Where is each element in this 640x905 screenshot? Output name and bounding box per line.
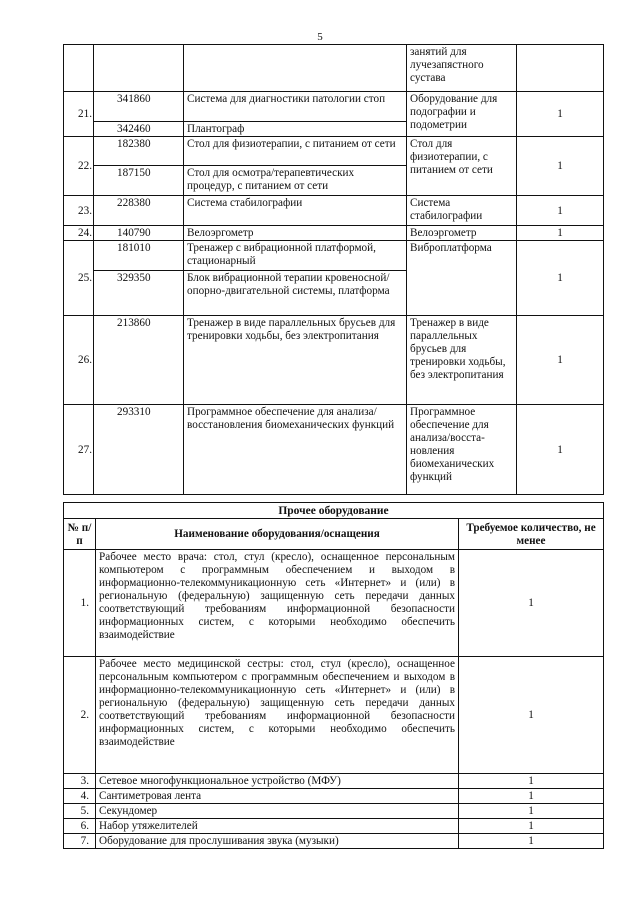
row-number: 21. — [64, 92, 94, 137]
code-cell: 213860 — [94, 316, 184, 405]
code-cell — [94, 45, 184, 92]
table-row — [64, 804, 604, 819]
name-cell — [184, 45, 407, 92]
name-cell: Велоэргометр — [184, 226, 407, 241]
quantity-cell: 1 — [517, 405, 604, 495]
table-row — [64, 774, 604, 789]
table-row — [64, 789, 604, 804]
row-number: 7. — [64, 834, 96, 849]
code-cell: 329350 — [94, 271, 184, 316]
table-row — [64, 834, 604, 849]
quantity-cell: 1 — [517, 241, 604, 316]
equipment-table — [63, 44, 604, 495]
type-cell: Виброплатформа — [407, 241, 517, 316]
code-cell: 293310 — [94, 405, 184, 495]
quantity-cell: 1 — [459, 804, 604, 819]
row-number: 6. — [64, 819, 96, 834]
row-number: 26. — [64, 316, 94, 405]
table-row — [64, 226, 604, 241]
type-cell: Оборудование для подографии и подометрии — [407, 92, 517, 137]
header-number: № п/п — [64, 519, 96, 550]
code-cell: 182380 — [94, 137, 184, 166]
name-cell: Тренажер с вибрационной платформой, стационарный — [184, 241, 407, 271]
quantity-cell: 1 — [517, 92, 604, 137]
quantity-cell: 1 — [459, 550, 604, 657]
quantity-cell — [517, 45, 604, 92]
quantity-cell: 1 — [517, 196, 604, 226]
code-cell: 181010 — [94, 241, 184, 271]
name-cell: Блок вибрационной терапии кровеносной/опорно-двигательной системы, платформа — [184, 271, 407, 316]
name-cell: Программное обеспечение для анализа/восстановления биомеханических функций — [184, 405, 407, 495]
table-row — [64, 241, 604, 271]
table-row — [64, 137, 604, 166]
type-cell: Стол для физиотерапии, с питанием от сети — [407, 137, 517, 196]
table-row — [64, 45, 604, 92]
header-name: Наименование оборудования/оснащения — [96, 519, 459, 550]
table-row — [64, 657, 604, 774]
type-cell: Велоэргометр — [407, 226, 517, 241]
table-row — [64, 405, 604, 495]
name-cell: Тренажер в виде параллельных брусьев для тренировки ходьбы, без электропитания — [184, 316, 407, 405]
quantity-cell: 1 — [459, 657, 604, 774]
code-cell: 187150 — [94, 166, 184, 196]
quantity-cell: 1 — [459, 819, 604, 834]
table-row — [64, 196, 604, 226]
quantity-cell: 1 — [517, 316, 604, 405]
section-header-row — [64, 503, 604, 519]
name-cell: Рабочее место врача: стол, стул (кресло), оснащенное персональным компьютером с программным обеспечением и выходом в информационно-телекоммуникационную сеть «Интернет» и (или) в региональную (федеральную) защищенную сеть передачи данных соответствующий требованиям информационной безопасности информационных систем, с которыми необходимо обеспечить взаимодействие — [96, 550, 459, 657]
section-title: Прочее оборудование — [64, 503, 604, 519]
name-cell: Сетевое многофункциональное устройство (МФУ) — [96, 774, 459, 789]
table-row — [64, 316, 604, 405]
type-cell: занятий для лучезапястного сустава — [407, 45, 517, 92]
name-cell: Плантограф — [184, 122, 407, 137]
row-number: 3. — [64, 774, 96, 789]
row-number: 25. — [64, 241, 94, 316]
row-number: 5. — [64, 804, 96, 819]
type-cell: Программное обеспечение для анализа/восста-новления биомеханических функций — [407, 405, 517, 495]
row-number: 22. — [64, 137, 94, 196]
code-cell: 140790 — [94, 226, 184, 241]
row-number-cell — [64, 45, 94, 92]
name-cell: Секундомер — [96, 804, 459, 819]
row-number: 4. — [64, 789, 96, 804]
name-cell: Стол для физиотерапии, с питанием от сети — [184, 137, 407, 166]
name-cell: Набор утяжелителей — [96, 819, 459, 834]
row-number: 27. — [64, 405, 94, 495]
type-cell: Тренажер в виде параллельных брусьев для тренировки ходьбы, без электропитания — [407, 316, 517, 405]
row-number: 2. — [64, 657, 96, 774]
quantity-cell: 1 — [517, 137, 604, 196]
code-cell: 228380 — [94, 196, 184, 226]
quantity-cell: 1 — [459, 834, 604, 849]
table-header-row — [64, 519, 604, 550]
table-row — [64, 550, 604, 657]
name-cell: Рабочее место медицинской сестры: стол, стул (кресло), оснащенное персональным компьютером с программным обеспечением и выходом в информационно-телекоммуникационную сеть «Интернет» и (или) в региональную (федеральную) защищенную сеть передачи данных соответствующий требованиям информационной безопасности информационных систем, с которыми необходимо обеспечить взаимодействие — [96, 657, 459, 774]
quantity-cell: 1 — [459, 774, 604, 789]
name-cell: Стол для осмотра/терапевтических процедур, с питанием от сети — [184, 166, 407, 196]
row-number: 1. — [64, 550, 96, 657]
other-equipment-table — [63, 502, 604, 849]
row-number: 24. — [64, 226, 94, 241]
name-cell: Оборудование для прослушивания звука (музыки) — [96, 834, 459, 849]
code-cell: 342460 — [94, 122, 184, 137]
row-number: 23. — [64, 196, 94, 226]
name-cell: Система для диагностики патологии стоп — [184, 92, 407, 122]
name-cell: Сантиметровая лента — [96, 789, 459, 804]
header-quantity: Требуемое количество, не менее — [459, 519, 604, 550]
quantity-cell: 1 — [459, 789, 604, 804]
table-row — [64, 92, 604, 122]
type-cell: Система стабилографии — [407, 196, 517, 226]
table-row — [64, 819, 604, 834]
code-cell: 341860 — [94, 92, 184, 122]
name-cell: Система стабилографии — [184, 196, 407, 226]
quantity-cell: 1 — [517, 226, 604, 241]
page-number: 5 — [317, 31, 323, 43]
